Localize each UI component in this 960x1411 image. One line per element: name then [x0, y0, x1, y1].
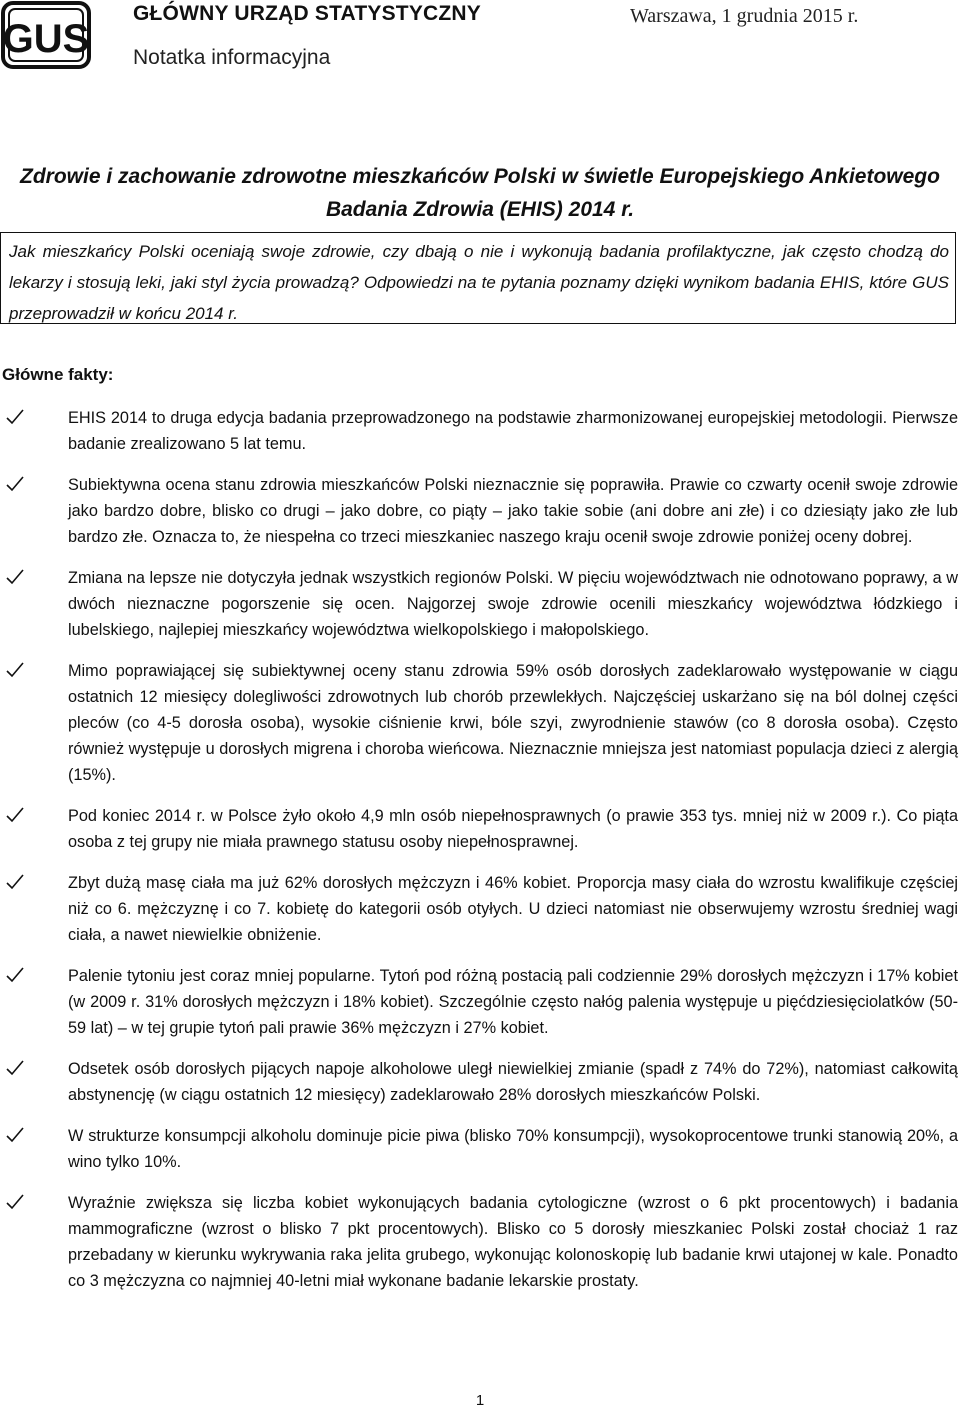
fact-text: Zbyt dużą masę ciała ma już 62% dorosłych mężczyzn i 46% kobiet. Proporcja masy ciała do wzrostu kwalifikuje częściej niż co 6. mężczyznę i co 7. kobietę do kategorii osób otyłych. U dzieci natomiast nie obserwujemy wzrostu średniej wagi ciała, a nawet niewielkie obniżenie. [68, 874, 958, 944]
checkmark-icon [5, 965, 25, 985]
checkmark-icon [5, 660, 25, 680]
gus-logo [0, 0, 96, 70]
place-date: Warszawa, 1 grudnia 2015 r. [630, 5, 859, 27]
fact-text: Zmiana na lepsze nie dotyczyła jednak wszystkich regionów Polski. W pięciu województwach nie odnotowano poprawy, a w dwóch nieznaczne pogorszenie się ocen. Najgorzej swoje zdrowie ocenili mieszkańcy województwa łódzkiego i lubelskiego, najlepiej mieszkańcy województwa wielkopolskiego i małopolskiego. [68, 569, 958, 639]
page-number: 1 [475, 1392, 485, 1409]
fact-item [0, 803, 958, 855]
facts-list [0, 405, 958, 1309]
checkmark-icon [5, 1192, 25, 1212]
logo-text: GUS [2, 17, 90, 61]
fact-text: Pod koniec 2014 r. w Polsce żyło około 4,9 mln osób niepełnosprawnych (o prawie 353 tys. mniej niż w 2009 r.). Co piąta osoba z tej grupy nie miała prawnego statusu osoby niepełnosprawnej. [68, 807, 958, 851]
checkmark-icon [5, 1058, 25, 1078]
fact-item [0, 565, 958, 643]
document-type: Notatka informacyjna [133, 46, 331, 69]
fact-item [0, 405, 958, 457]
checkmark-icon [5, 567, 25, 587]
fact-item [0, 963, 958, 1041]
fact-item [0, 658, 958, 788]
checkmark-icon [5, 872, 25, 892]
fact-text: EHIS 2014 to druga edycja badania przeprowadzonego na podstawie zharmonizowanej europejskiej metodologii. Pierwsze badanie zrealizowano 5 lat temu. [68, 409, 958, 453]
checkmark-icon [5, 805, 25, 825]
fact-item [0, 1123, 958, 1175]
lead-box [0, 232, 956, 324]
checkmark-icon [5, 1125, 25, 1145]
fact-text: Mimo poprawiającej się subiektywnej oceny stanu zdrowia 59% osób dorosłych zadeklarowało występowanie w ciągu ostatnich 12 miesięcy dolegliwości zdrowotnych lub chorób przewlekłych. Najczęściej uskarżano się na ból dolnej części pleców (co 4-5 dorosła osoba), wysokie ciśnienie krwi, bóle szyi, zwyrodnienie stawów (co 8 dorosła osoba). Często również występuje u dorosłych migrena i choroba wieńcowa. Nieznacznie mniejsza jest natomiast populacja dzieci z alergią (15%). [68, 662, 958, 784]
checkmark-icon [5, 407, 25, 427]
fact-text: Subiektywna ocena stanu zdrowia mieszkańców Polski nieznacznie się poprawiła. Prawie co czwarty ocenił swoje zdrowie jako bardzo dobre, blisko co drugi – jako dobre, co piąty – jako takie sobie (ani dobre ani złe) i co dziesiąty jako złe lub bardzo złe. Oznacza to, że niespełna co trzeci mieszkaniec naszego kraju ocenił swoje zdrowie poniżej oceny dobrej. [68, 476, 958, 546]
fact-item [0, 870, 958, 948]
document-title: Zdrowie i zachowanie zdrowotne mieszkańców Polski w świetle Europejskiego Ankietowego Badania Zdrowia (EHIS) 2014 r. [20, 165, 940, 221]
fact-item [0, 472, 958, 550]
fact-item [0, 1056, 958, 1108]
fact-item [0, 1190, 958, 1294]
fact-text: Wyraźnie zwiększa się liczba kobiet wykonujących badania cytologiczne (wzrost o 6 pkt procentowych) i badania mammograficzne (wzrost o blisko 7 pkt procentowych). Blisko co 5 dorosły mieszkaniec Polski został chociaż 1 raz przebadany w kierunku wykrywania raka jelita grubego, wykonując kolonoskopię lub badanie krwi utajonej w kale. Ponadto co 3 mężczyzna co najmniej 40-letni miał wykonane badanie lekarskie prostaty. [68, 1194, 958, 1290]
fact-text: Odsetek osób dorosłych pijących napoje alkoholowe uległ niewielkiej zmianie (spadł z 74% do 72%), natomiast całkowitą abstynencję (w ciągu ostatnich 12 miesięcy) zadeklarowało 28% dorosłych mieszkańców Polski. [68, 1060, 958, 1104]
checkmark-icon [5, 474, 25, 494]
organization-name: GŁÓWNY URZĄD STATYSTYCZNY [133, 2, 481, 25]
fact-text: Palenie tytoniu jest coraz mniej popularne. Tytoń pod różną postacią pali codziennie 29% dorosłych mężczyzn i 17% kobiet (w 2009 r. 31% dorosłych mężczyzn i 18% kobiet). Szczególnie często nałóg palenia występuje u pięćdziesięciolatków (50-59 lat) – w tej grupie tytoń pali prawie 36% mężczyzn i 27% kobiet. [68, 967, 958, 1037]
lead-text: Jak mieszkańcy Polski oceniają swoje zdrowie, czy dbają o nie i wykonują badania profilaktyczne, jak często chodzą do lekarzy i stosują leki, jaki styl życia prowadzą? Odpowiedzi na te pytania poznamy dzięki wynikom badania EHIS, które GUS przeprowadził w końcu 2014 r. [9, 242, 949, 323]
fact-text: W strukturze konsumpcji alkoholu dominuje picie piwa (blisko 70% konsumpcji), wysokoprocentowe trunki stanowią 20%, a wino tylko 10%. [68, 1127, 958, 1171]
facts-heading: Główne fakty: [2, 365, 114, 384]
